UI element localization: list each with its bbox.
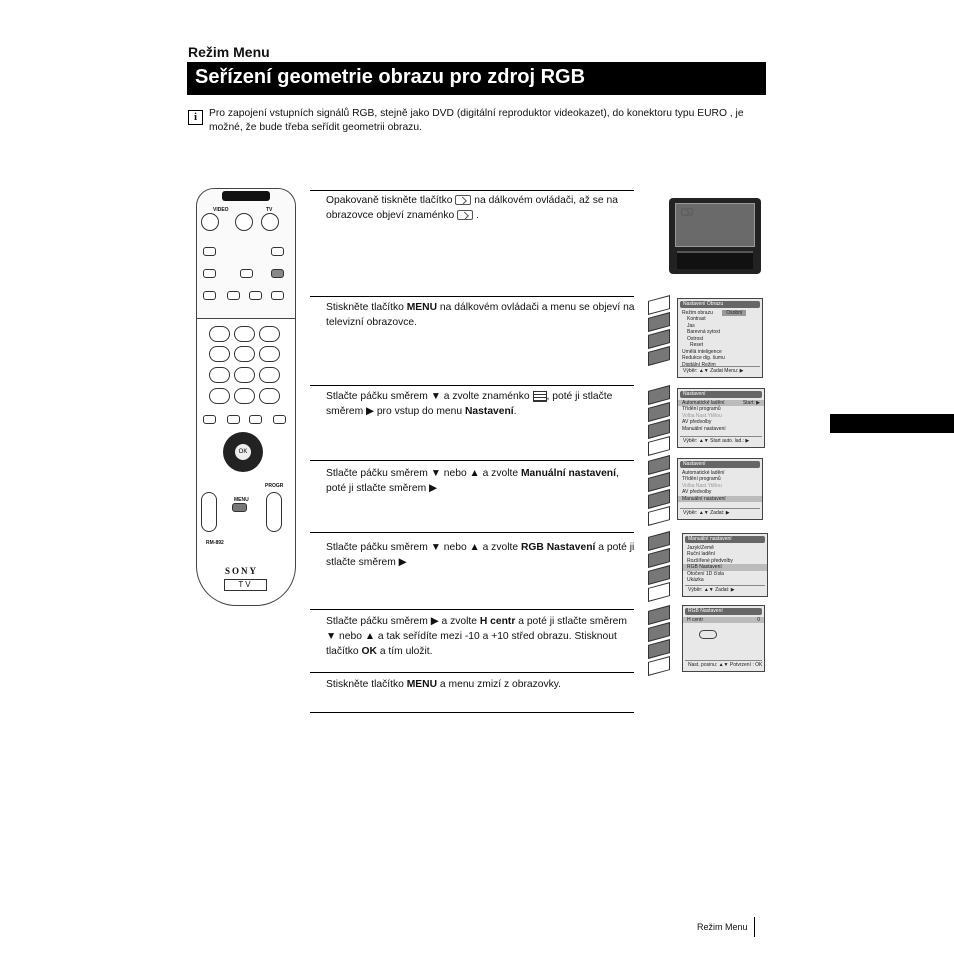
input-select-button[interactable]	[271, 269, 284, 278]
navigation-joystick[interactable]	[223, 432, 263, 472]
step-keyword: RGB Nastavení	[520, 542, 596, 553]
video-label: VIDEO	[213, 207, 229, 213]
panel-row: Třídění programů	[682, 476, 721, 482]
program-rocker[interactable]	[266, 492, 282, 532]
step-text: a poté ji stlačte směrem ▶	[326, 542, 635, 568]
step-text: , poté ji stlačte směrem ▶	[326, 468, 619, 494]
remote-control	[196, 188, 296, 606]
step-keyword: Manuální nastavení	[520, 468, 616, 479]
panel-row: Otočení 1D čísla	[687, 570, 724, 577]
panel-row: Barevná sytost	[687, 329, 721, 335]
settings-tab-icon	[648, 506, 670, 526]
step-4	[326, 466, 638, 496]
panel-row: Jas	[687, 322, 695, 329]
step-text: na dálkovém ovládači a menu se objeví na televizní obrazovce.	[326, 302, 635, 328]
step-divider	[310, 460, 634, 461]
step-3	[326, 389, 638, 419]
panel-row: Rozšířené předvolby	[687, 557, 733, 564]
step-divider	[310, 296, 634, 297]
info-icon: i	[188, 110, 203, 125]
tv-badge: TV	[224, 579, 267, 591]
remote-button[interactable]	[271, 247, 284, 256]
brand-logo: SONY	[225, 566, 259, 576]
panel-footer: Výběr: ▲▼ Zadat: ▶	[680, 508, 760, 518]
panel-row: Režim obrazu Osobní	[678, 310, 762, 317]
note-text: Pro zapojení vstupních signálů RGB, stejně jako DVD (digitální reproduktor videokazet), do konektoru typu EURO , je možné, že bude třeba seřídit geometrii obrazu.	[209, 108, 744, 133]
step-text: Stiskněte tlačítko	[326, 302, 404, 313]
menu-button[interactable]	[232, 503, 247, 512]
panel-row: Ukázka	[687, 577, 704, 583]
manual-settings-panel	[682, 533, 768, 597]
page-title: Seřízení geometrie obrazu pro zdroj RGB	[195, 66, 586, 88]
remote-button[interactable]	[249, 415, 262, 424]
number-button[interactable]	[259, 326, 280, 342]
remote-top-section	[197, 189, 295, 319]
remote-button[interactable]	[273, 415, 286, 424]
panel-row: Redukce dig. šumu	[682, 355, 725, 361]
number-button[interactable]	[209, 326, 230, 342]
step-text: , poté ji stlačte směrem ▶ pro vstup do menu	[326, 391, 613, 417]
panel-row: Automatické ladění	[682, 469, 725, 476]
number-button[interactable]	[209, 346, 230, 362]
step-text: a poté ji stlačte směrem ▼ nebo ▲ a tak seřídíte mezi -10 a +10 střed obrazu. Stisknout tlačítko	[326, 616, 627, 657]
step-2	[326, 300, 638, 330]
settings-tab-icon	[648, 582, 670, 602]
panel-row: Volba Nast.Ytělou	[682, 482, 722, 489]
ok-button[interactable]: OK	[235, 444, 251, 460]
menu-tabs	[648, 458, 670, 526]
panel-row: Ostrost	[687, 335, 704, 342]
step-text: a tím uložit.	[379, 646, 433, 657]
panel-row: H centr 0	[683, 617, 764, 624]
rgb-settings-panel	[682, 605, 765, 672]
step-divider	[310, 532, 634, 533]
step-text: Stlačte páčku směrem ▼ nebo ▲ a zvolte	[326, 468, 519, 479]
screen-position-icon	[699, 630, 717, 639]
step-text: na dálkovém ovládači, až se na obrazovce objeví znaménko	[326, 195, 618, 221]
number-button[interactable]	[259, 367, 280, 383]
volume-rocker[interactable]	[201, 492, 217, 532]
panel-title: Nastavení Obrazu	[680, 301, 760, 308]
remote-button[interactable]	[249, 291, 262, 300]
number-button[interactable]	[234, 346, 255, 362]
panel-row: Manuální nastavení	[678, 496, 762, 503]
panel-row: RGB Nastavení	[683, 564, 767, 571]
panel-title: RGB Nastavení	[685, 608, 762, 615]
tv-speaker-panel	[677, 251, 753, 269]
remote-button[interactable]	[203, 291, 216, 300]
settings-tab-icon	[648, 436, 670, 456]
step-divider	[310, 712, 634, 713]
step-divider	[310, 190, 634, 191]
tv-power-button[interactable]	[261, 213, 279, 231]
step-text: Stlačte páčku směrem ▼ a zvolte znaménko	[326, 391, 530, 402]
tv-illustration	[669, 198, 761, 274]
mute-button[interactable]	[201, 213, 219, 231]
input-source-icon	[457, 210, 473, 220]
step-text: .	[475, 210, 479, 221]
panel-footer: Výběr: ▲▼ Start auto. lad.: ▶	[680, 436, 762, 446]
panel-title: Manuální nastavení	[685, 536, 765, 543]
number-button[interactable]	[209, 388, 230, 404]
remote-button[interactable]	[203, 247, 216, 256]
settings-panel	[677, 458, 763, 520]
number-button[interactable]	[234, 388, 255, 404]
remote-button[interactable]	[203, 415, 216, 424]
tv-screen	[675, 203, 755, 247]
panel-row: Kontrast	[687, 316, 706, 322]
panel-title: Nastavení	[680, 391, 762, 398]
number-button[interactable]	[259, 346, 280, 362]
panel-row: Umělá inteligence	[682, 348, 722, 355]
step-keyword: OK	[361, 646, 377, 657]
panel-row: AV předvolby	[682, 419, 712, 425]
panel-footer: Nast. posinu: ▲▼ Potvrzení : OK	[685, 660, 762, 670]
step-5	[326, 540, 638, 570]
menu-label: MENU	[234, 497, 249, 503]
panel-row: Třídění programů	[682, 406, 721, 412]
menu-tabs	[648, 388, 670, 456]
step-text: Opakovaně tiskněte tlačítko	[326, 195, 453, 206]
remote-button[interactable]	[227, 415, 240, 424]
section-heading: Režim Menu	[188, 44, 270, 60]
step-divider	[310, 609, 634, 610]
remote-button[interactable]	[271, 291, 284, 300]
panel-title: Nastavení	[680, 461, 760, 468]
panel-row: Jazyk/Země	[687, 544, 714, 551]
panel-row: Ruční ladění	[687, 551, 716, 557]
panel-row: Automatické ladění Start: ▶	[678, 400, 764, 407]
ir-window	[222, 191, 270, 201]
step-text: a menu zmizí z obrazovky.	[439, 679, 562, 690]
progr-label: PROGR	[265, 483, 284, 489]
number-button[interactable]	[209, 367, 230, 383]
remote-button[interactable]	[203, 269, 216, 278]
picture-settings-panel	[677, 298, 763, 378]
menu-tabs	[648, 534, 670, 602]
panel-row: Volba Nast.Ytělou	[682, 412, 722, 419]
step-keyword: MENU	[406, 679, 438, 690]
panel-row: Manuální nastavení	[682, 425, 726, 432]
input-source-icon	[681, 209, 692, 216]
model-label: RM-892	[206, 540, 224, 546]
remote-button[interactable]	[240, 269, 253, 278]
input-source-icon	[455, 195, 471, 205]
step-divider	[310, 672, 634, 673]
number-button[interactable]	[259, 388, 280, 404]
settings-panel	[677, 388, 765, 448]
step-keyword: H centr	[479, 616, 516, 627]
settings-menu-icon	[533, 391, 547, 402]
step-keyword: MENU	[406, 302, 438, 313]
footer-divider	[754, 917, 755, 937]
panel-value: Osobní	[722, 310, 746, 316]
panel-footer: Výběr: ▲▼ Zadat Menu: ▶	[680, 366, 760, 376]
step-text: .	[513, 406, 517, 417]
panel-value: 0	[757, 616, 760, 623]
number-button[interactable]	[234, 367, 255, 383]
remote-button[interactable]	[227, 291, 240, 300]
step-text: Stlačte páčku směrem ▼ nebo ▲ a zvolte	[326, 542, 519, 553]
menu-tab-icon	[648, 346, 670, 366]
step-7	[326, 677, 638, 692]
step-text: Stlačte páčku směrem ▶ a zvolte	[326, 616, 477, 627]
video-power-button[interactable]	[235, 213, 253, 231]
menu-tabs	[648, 608, 670, 676]
step-1	[326, 193, 638, 223]
settings-tab-icon	[648, 656, 670, 676]
step-text: Stiskněte tlačítko	[326, 679, 404, 690]
panel-value: Start: ▶	[742, 399, 760, 406]
panel-footer: Výběr: ▲▼ Zadat: ▶	[685, 585, 765, 595]
number-button[interactable]	[234, 326, 255, 342]
chapter-tab	[830, 414, 954, 433]
step-keyword: Nastavení	[465, 406, 514, 417]
menu-tabs	[648, 298, 670, 366]
page-footer: Režim Menu	[697, 922, 748, 932]
panel-row: Digitální Režim	[682, 361, 716, 368]
step-divider	[310, 385, 634, 386]
panel-row: Reset	[690, 342, 704, 348]
panel-row: AV předvolby	[682, 489, 712, 495]
step-6	[326, 614, 638, 659]
tv-label: TV	[266, 207, 273, 213]
